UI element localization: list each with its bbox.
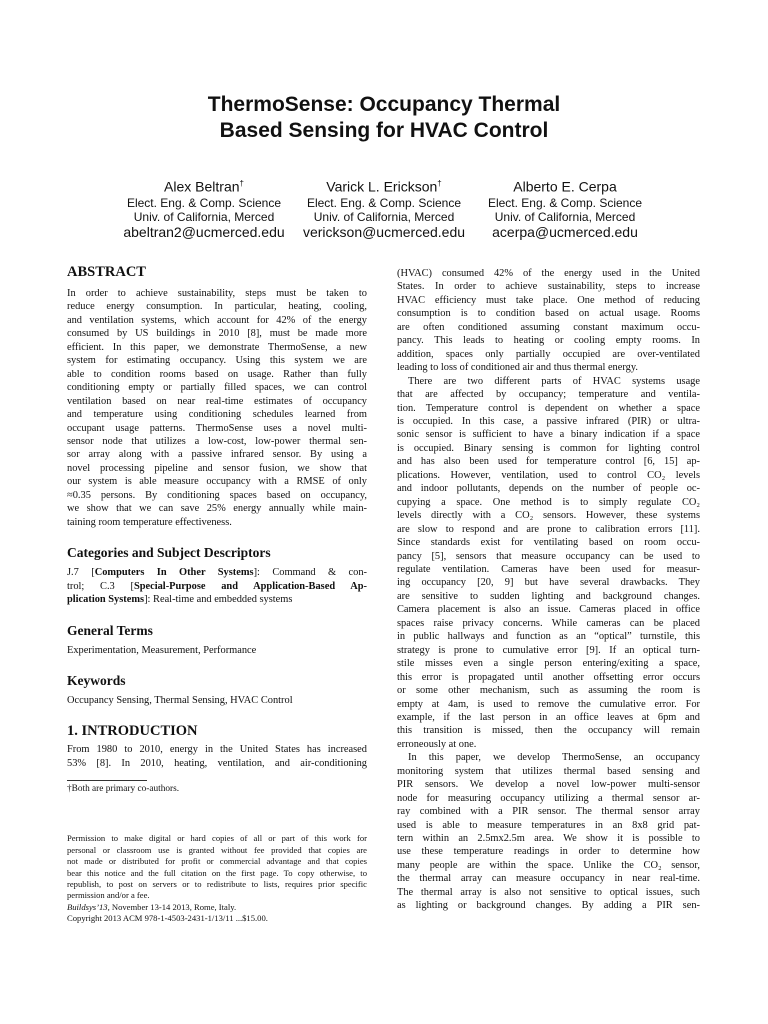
author-3 <box>465 175 665 240</box>
title-line-1: ThermoSense: Occupancy Thermal <box>207 93 561 116</box>
body-line: example, if the last person in an office leaves at 6pm and <box>397 711 700 723</box>
keywords-text: Occupancy Sensing, Thermal Sensing, HVAC Control <box>67 694 293 706</box>
body-line: used is able to measure temperatures in an 8x8 grid pat- <box>397 819 700 831</box>
abstract-line: ≈0.35 persons. By conditioning spaces based on occupancy, <box>67 489 367 501</box>
abstract-line: sensor node that utilizes a low-cost, low-power thermal sen- <box>67 435 367 447</box>
permission-line: republish, to post on servers or to redistribute to lists, requires prior specific <box>67 878 367 889</box>
author-1 <box>104 175 304 240</box>
body-line: is occupied. In this case, a passive infrared (PIR) or ultra- <box>397 415 700 427</box>
abstract-line: and temperature using conditioning schedules learned from <box>67 409 367 421</box>
body-line: ray combined with a PIR sensor. The thermal sensor array <box>397 806 700 818</box>
body-line: are slow to respond and are prone to calibration errors [11]. <box>397 523 700 535</box>
introduction-line: From 1980 to 2010, energy in the United States has increased <box>67 744 367 756</box>
abstract-line: novel processing pipeline and sensor fusion, we show that <box>67 462 367 474</box>
general-terms-text: Experimentation, Measurement, Performance <box>67 644 257 656</box>
right-column <box>397 267 700 913</box>
abstract-heading: ABSTRACT <box>67 264 146 280</box>
body-line: tion. Temperature control is dependent on whether a space <box>397 402 700 414</box>
abstract-line: sor array along with a passive infrared sensor. By using a <box>67 449 367 461</box>
body-line: use these temperature readings in order to determine how <box>397 846 700 858</box>
abstract-line: reduce energy consumption. In particular, heating, cooling, <box>67 301 367 313</box>
body-line: and has also been used for temperature control [6, 15] ap- <box>397 456 700 468</box>
author-dept: Elect. Eng. & Comp. Science <box>306 195 462 210</box>
body-line: is occupied. Binary sensing is common for lighting control <box>397 442 700 454</box>
body-line: leading to loss of conditioned air and thus thermal energy. <box>397 362 638 374</box>
body-line: pancy. This leads to heating or cooling empty rooms. In <box>397 335 700 347</box>
author-name: Alex Beltran <box>164 178 240 195</box>
abstract-line: we show that we can save 25% energy annually while main- <box>67 503 367 515</box>
body-line: as lighting or background changes. By adding a PIR sen- <box>397 900 700 912</box>
body-line: sonic sensor is sufficient to have a binary indication if a space <box>397 429 700 441</box>
permission-line: not made or distributed for profit or commercial advantage and that copies <box>67 856 367 867</box>
body-line: many people are within the space. Unlike the CO₂ sensor, <box>397 859 700 871</box>
body-line: levels directly with a CO₂ sensors. However, these systems <box>397 510 700 522</box>
body-line: in public hallways and function as an “optical” turnstile, this <box>397 631 700 643</box>
footnote-rule <box>67 780 147 781</box>
body-line: are sensitive to sudden lighting and background changes. <box>397 590 700 602</box>
body-line: States. In order to achieve sustainability, steps to increase <box>397 281 700 293</box>
body-line: this error is propagated until another offsetting error occurs <box>397 671 700 683</box>
left-column <box>67 263 367 925</box>
general-terms-heading: General Terms <box>67 622 153 638</box>
author-name: Varick L. Erickson <box>326 178 438 195</box>
body-line: stile misses even a single person entering/exiting a space, <box>397 658 700 670</box>
body-line: ing occupancy [20, 9] but have several drawbacks. They <box>397 577 700 589</box>
abstract-line: efficient. In this paper, we demonstrate ThermoSense, a new <box>67 341 367 353</box>
introduction-line: 53% [8]. In 2010, heating, ventilation, and air-conditioning <box>67 757 367 769</box>
author-email[interactable]: abeltran2@ucmerced.edu <box>123 223 285 240</box>
categories-heading: Categories and Subject Descriptors <box>67 545 271 561</box>
body-line: strategy is prone to cumulative error [9]. If an optical turn- <box>397 644 700 656</box>
body-line: (HVAC) consumed 42% of the energy used in the United <box>397 268 700 279</box>
abstract-line: In order to achieve sustainability, steps must be taken to <box>67 288 367 299</box>
body-line: addition, spaces only partially occupied are over-ventilated <box>397 348 700 360</box>
abstract-line: our system is able measure occupancy with a RMSE of only <box>67 476 367 488</box>
body-line: pancy [5], sensors that measure occupancy can be used to <box>397 550 700 562</box>
author-univ: Univ. of California, Merced <box>133 209 275 224</box>
body-line: Since standards exist for ventilating based on room occu- <box>397 537 700 549</box>
abstract-body <box>67 287 367 529</box>
body-line: consumption is to condition based on actual usage. Rooms <box>397 308 700 320</box>
body-line: that are affected by occupancy; temperature and ventila- <box>397 389 700 401</box>
title-line-2: Based Sensing for HVAC Control <box>219 119 549 142</box>
body-line: spaces raise privacy concerns. While cameras can be placed <box>397 617 700 629</box>
body-line: In this paper, we develop ThermoSense, an occupancy <box>408 752 700 764</box>
author-mark: † <box>239 179 244 188</box>
author-email[interactable]: verickson@ucmerced.edu <box>302 223 466 240</box>
paper-title <box>0 92 768 144</box>
permission-line: Permission to make digital or hard copies of all or part of this work for <box>67 833 367 844</box>
body-line: Camera placement is also an issue. Cameras placed in office <box>397 604 700 616</box>
body-line: empty at 4am, is used to remove the cumulative error. For <box>397 698 700 710</box>
abstract-line: and ventilation systems, which account for 42% of the energy <box>67 314 367 326</box>
permission-line: personal or classroom use is granted without fee provided that copies are <box>67 844 367 855</box>
keywords-heading: Keywords <box>67 672 126 688</box>
permission-block <box>67 833 367 924</box>
author-univ: Univ. of California, Merced <box>313 209 455 224</box>
permission-text <box>67 833 367 901</box>
author-univ: Univ. of California, Merced <box>494 209 636 224</box>
copyright-line: Copyright 2013 ACM 978-1-4503-2431-1/13/11 ...$15.00. <box>67 913 268 924</box>
abstract-line: occupant usage patterns. ThermoSense uses a novel multi- <box>67 422 367 434</box>
body-line: or some other mechanism, such as assuming the room is <box>397 685 700 697</box>
abstract-line: consumed by US buildings in 2010 [8], must be made more <box>67 328 367 340</box>
abstract-line: taining room temperature effectiveness. <box>67 516 232 528</box>
body-line: erroneously at one. <box>397 738 477 750</box>
body-line: There are two different parts of HVAC systems usage <box>408 375 700 387</box>
body-line: cupying a space. One method is to simply regulate CO₂ <box>397 496 700 508</box>
footnote: †Both are primary co-authors. <box>67 784 180 795</box>
body-line: plications. However, ventilation, used to control CO₂ levels <box>397 469 700 481</box>
body-line: node for measuring occupancy utilizing a thermal sensor ar- <box>397 792 700 804</box>
introduction-heading: 1. INTRODUCTION <box>67 723 198 740</box>
venue-line: Buildsys’13, November 13-14 2013, Rome, Italy. <box>67 901 237 912</box>
author-dept: Elect. Eng. & Comp. Science <box>487 195 643 210</box>
body-line: monitoring system that utilizes thermal based sensing and <box>397 765 700 777</box>
body-line: The thermal array is also not sensitive to optical issues, such <box>397 886 700 898</box>
body-line: HVAC efficiency must take place. One method of reducing <box>397 294 700 306</box>
author-name: Alberto E. Cerpa <box>513 178 617 195</box>
permission-line: permission and/or a fee. <box>67 890 150 901</box>
permission-line: bear this notice and the full citation on the first page. To copy otherwise, to <box>67 867 367 878</box>
body-line: are often conditioned assuming constant maximum occu- <box>397 321 700 333</box>
author-2 <box>284 175 484 240</box>
categories-text: J.7 [Computers In Other Systems]: Command & con- trol; C.3 [Special-Purpose and Application-Based Ap- plication Systems]: Real-time and embedded systems <box>67 567 367 606</box>
abstract-line: ventilation based on near real-time estimates of occupancy <box>67 395 367 407</box>
abstract-line: conditioning empty or partially filled spaces, we can control <box>67 382 367 394</box>
body-line: tern within an 2.5mx2.5m area. We show it is possible to <box>397 833 700 845</box>
body-line: and indoor pollutants, depends on the number of people oc- <box>397 483 700 495</box>
author-dept: Elect. Eng. & Comp. Science <box>126 195 282 210</box>
body-line: the thermal array can measure occupancy in near real-time. <box>397 873 700 885</box>
introduction-body <box>67 743 367 770</box>
body-line: this transition is missed, then the occupancy will remain <box>397 725 700 737</box>
author-mark: † <box>437 179 442 188</box>
author-block <box>0 175 768 240</box>
abstract-line: system for estimating occupancy. Using this system we are <box>67 355 367 367</box>
author-email[interactable]: acerpa@ucmerced.edu <box>492 223 638 240</box>
abstract-line: able to condition rooms based on usage. Rather than fully <box>67 368 367 380</box>
body-line: PIR sensors. We develop a novel low-power multi-sensor <box>397 779 700 791</box>
body-line: regulate ventilation. Cameras have been used for measur- <box>397 563 700 575</box>
right-column-body <box>397 267 700 913</box>
